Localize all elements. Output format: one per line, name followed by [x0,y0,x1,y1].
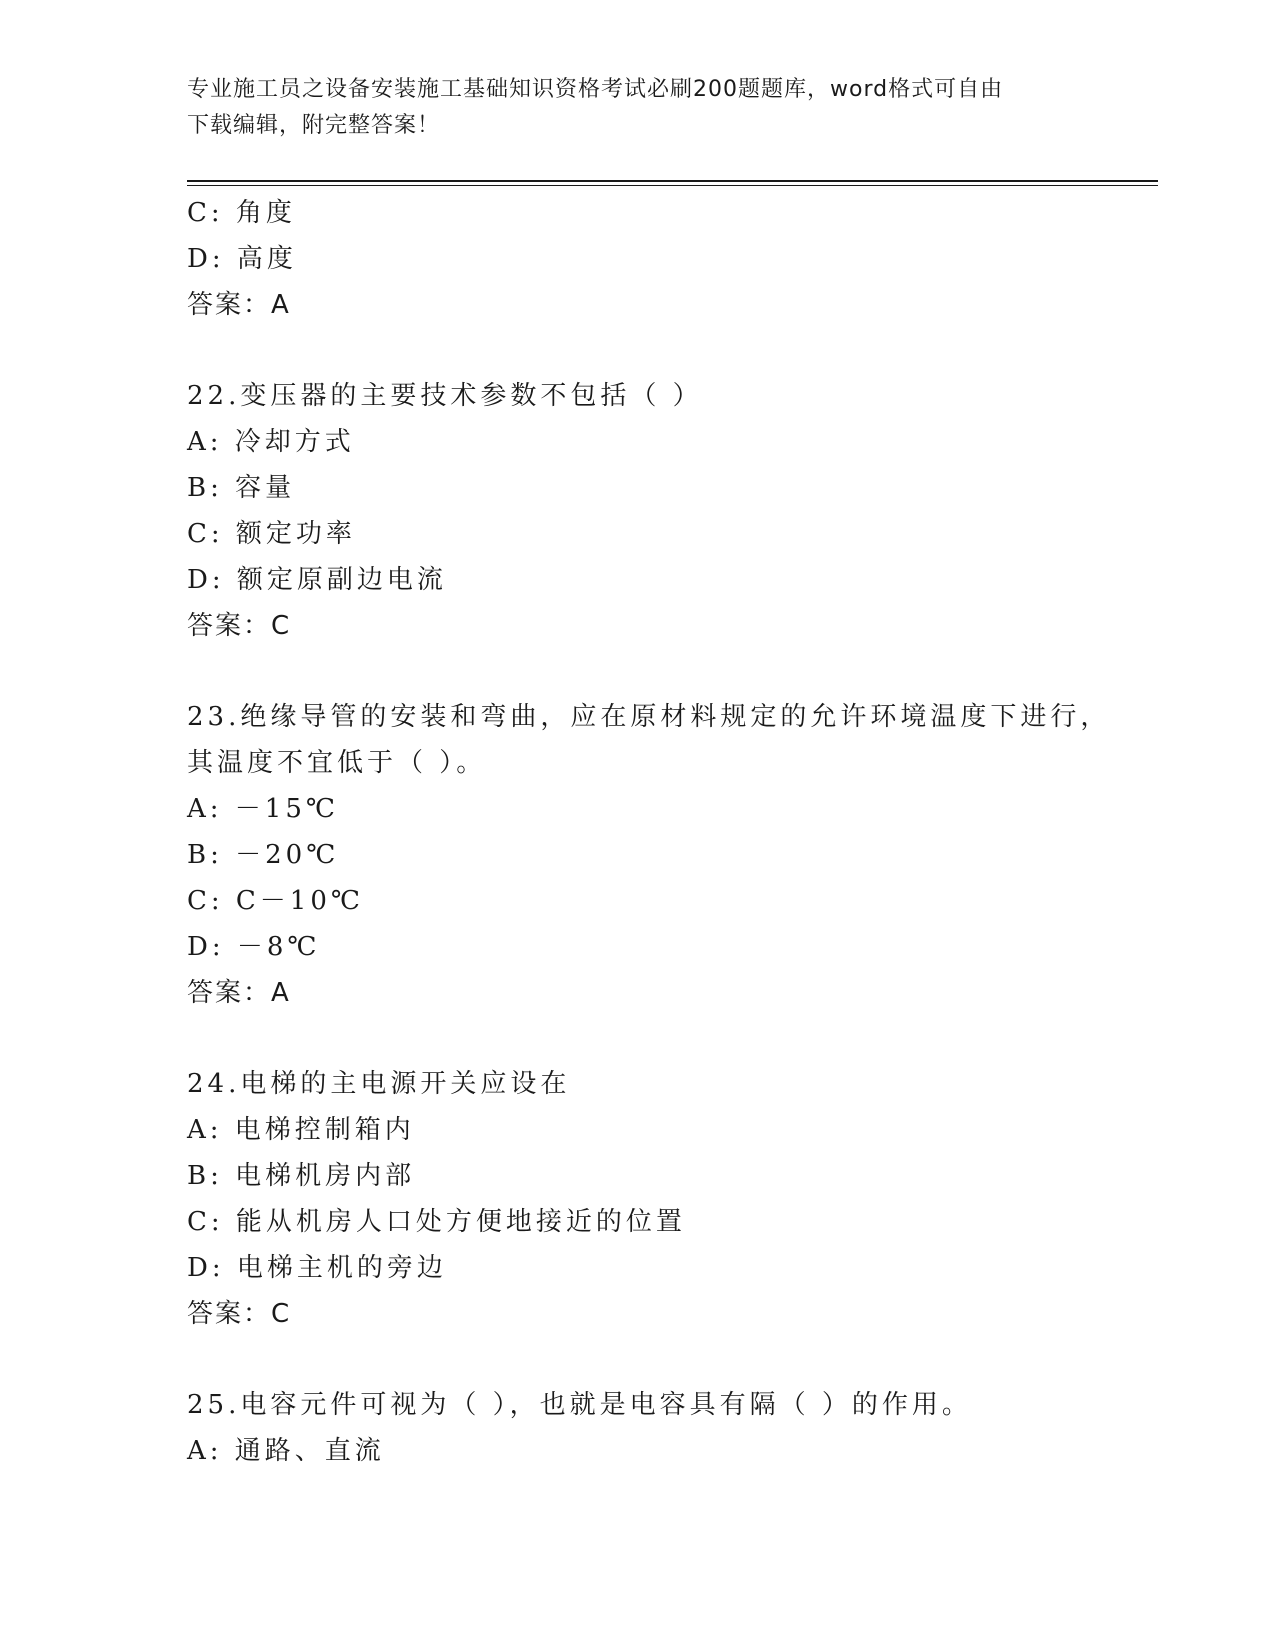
question-stem: 25.电容元件可视为（ ），也就是电容具有隔（ ）的作用。 [187,1390,972,1420]
answer-line: 答案：A [187,978,291,1008]
question-25 [187,1382,1147,1474]
option-c: C: 能从机房人口处方便地接近的位置 [187,1207,686,1237]
question-stem-continued: 其温度不宜低于（ ）。 [187,748,487,778]
option-d: D: 额定原副边电流 [187,565,447,595]
option-d: D: －8℃ [187,932,321,962]
option-a: A: 通路、直流 [187,1436,385,1466]
header-line-1: 专业施工员之设备安装施工基础知识资格考试必刷200题题库，word格式可自由 [187,77,1004,102]
header-divider-thin [187,185,1158,186]
question-stem: 24.电梯的主电源开关应设在 [187,1069,571,1099]
option-c: C: 角度 [187,198,296,228]
option-a: A: －15℃ [187,794,339,824]
question-list [187,190,1147,1474]
question-22 [187,373,1147,649]
question-24 [187,1061,1147,1337]
option-b: B: －20℃ [187,840,340,870]
option-d: D: 电梯主机的旁边 [187,1253,447,1283]
option-a: A: 电梯控制箱内 [187,1115,415,1145]
question-stem: 22.变压器的主要技术参数不包括（ ） [187,381,703,411]
answer-line: 答案：A [187,290,291,320]
option-c: C: 额定功率 [187,519,356,549]
header-divider-thick [187,180,1158,182]
question-stem: 23.绝缘导管的安装和弯曲，应在原材料规定的允许环境温度下进行， [187,702,1111,732]
option-b: B: 电梯机房内部 [187,1161,416,1191]
option-a: A: 冷却方式 [187,427,355,457]
document-header [187,72,1067,144]
option-b: B: 容量 [187,473,296,503]
question-23 [187,694,1147,1016]
option-d: D: 高度 [187,244,297,274]
option-c: C: C－10℃ [187,886,364,916]
answer-line: 答案：C [187,611,292,641]
question-21-tail [187,190,1147,328]
header-line-2: 下载编辑，附完整答案！ [187,113,441,138]
answer-line: 答案：C [187,1299,292,1329]
